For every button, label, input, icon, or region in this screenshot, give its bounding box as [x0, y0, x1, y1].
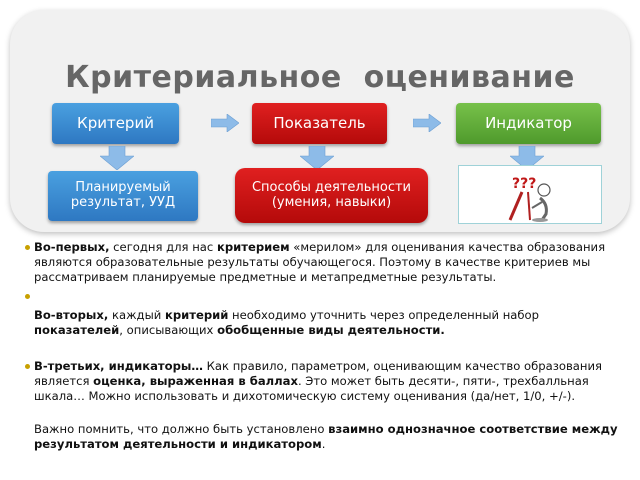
bullet-lead: В-третьих, индикаторы… — [34, 359, 203, 373]
criterion-box-label: Критерий — [77, 113, 154, 132]
bullet-text: Как правило, параметром, оценивающим качество образования является — [34, 359, 602, 388]
criterion-box — [52, 103, 179, 144]
bullet-lead: Во-первых, — [34, 240, 110, 254]
indicator-box-label: Показатель — [273, 113, 366, 132]
question-figure-image — [458, 165, 602, 224]
methods-box — [235, 168, 428, 223]
footer-note — [34, 422, 624, 452]
bullet-icon — [25, 294, 30, 299]
arrow-down-icon — [100, 146, 134, 170]
planned-result-label: Планируемый результат, УУД — [70, 180, 176, 210]
marker-box — [456, 103, 601, 144]
footer-text: . — [321, 437, 326, 451]
bullet-lead: Во-вторых, — [34, 308, 109, 322]
bullet-bold: критерий — [164, 308, 229, 322]
bullet-bold: оценка, выраженная в баллах — [93, 374, 298, 388]
bullet-continuation — [34, 308, 624, 338]
bullet-icon — [25, 245, 30, 250]
bullet-bold: критерием — [216, 240, 290, 254]
footer-bold: взаимно однозначное соответствие между результатом деятельности и индикатором — [34, 422, 618, 451]
bullet-item — [34, 240, 624, 285]
planned-result-box — [48, 171, 198, 221]
question-marks-text: ??? — [512, 175, 537, 192]
bullet-text: каждый — [108, 308, 165, 322]
slide-title: Критериальное оценивание — [65, 60, 575, 95]
bullet-bold: показателей — [34, 323, 120, 337]
bullet-icon — [25, 364, 30, 369]
thinking-person-icon — [470, 168, 590, 222]
bullet-text: сегодня для нас — [109, 240, 217, 254]
arrow-right-icon — [413, 114, 441, 132]
indicator-box — [252, 103, 387, 144]
methods-label: Способы деятельности (умения, навыки) — [251, 179, 411, 210]
bullet-text: , описывающих — [119, 323, 218, 337]
arrow-down-icon — [300, 146, 334, 170]
marker-box-label: Индикатор — [485, 113, 572, 132]
bullet-text: «мерилом» для оценивания качества образования являются образовательные результаты обучающегося. Поэтому в качестве критериев мы рассматриваем планируемые предметные и метапредметные результаты. — [34, 240, 606, 284]
slide-body — [34, 240, 624, 452]
bullet-bold: обобщенные виды деятельности. — [217, 323, 445, 337]
bullet-text: . Это может быть десяти-, пяти-, трехбалльная шкала… Можно использовать и дихотомическую систему оценивания (да/нет, 1/0, +/-). — [34, 374, 589, 403]
arrow-right-icon — [211, 114, 239, 132]
bullet-item — [34, 359, 624, 404]
bullet-text: необходимо уточнить через определенный набор — [228, 308, 539, 322]
bullet-item — [34, 289, 624, 304]
footer-text: Важно помнить, что должно быть установлено — [34, 422, 329, 436]
